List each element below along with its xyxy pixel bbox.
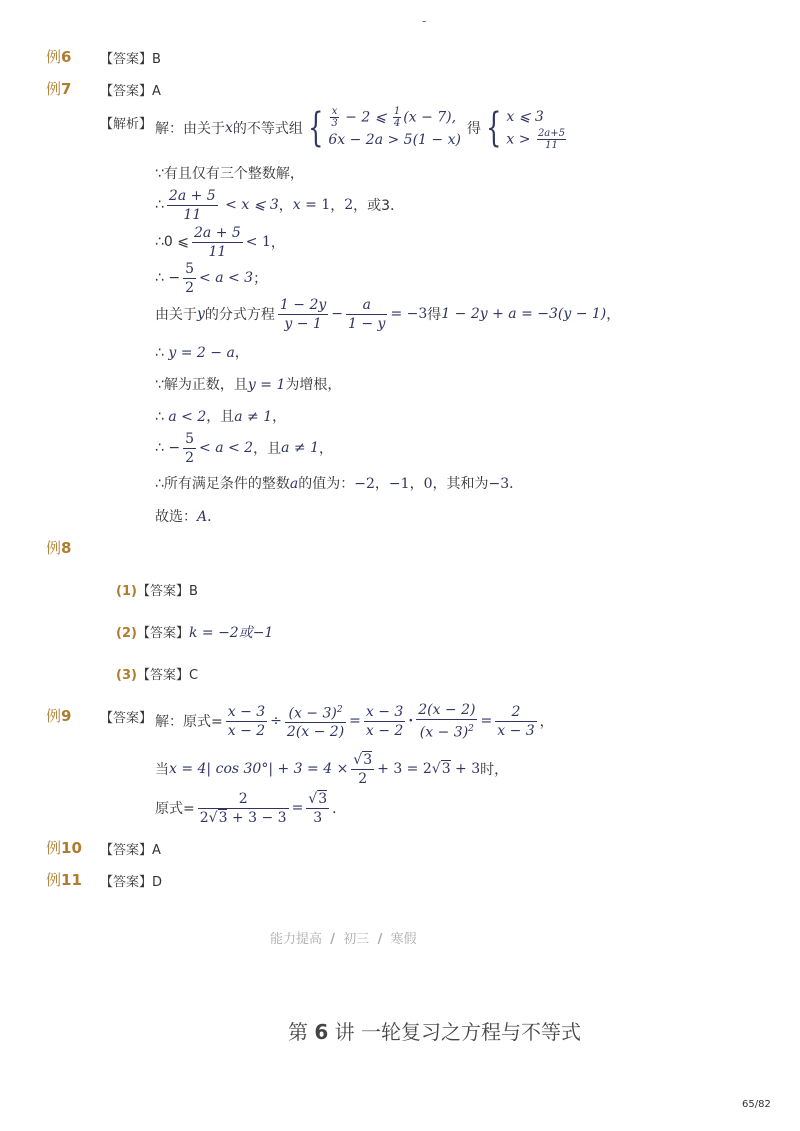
example-10-answer: 【答案】A: [100, 843, 161, 858]
example-11-answer: 【答案】D: [100, 875, 163, 890]
ex9-line-2: 当 x = 4| cos 30°| + 3 = 4 × $\frac{√3}{2}$ + 3 = 2√3 + 3 时，: [155, 751, 509, 787]
ex9-line-1: 解：原式= $\frac{x - 3}{x - 2}$ ÷ $\frac{(x - 3)^2}{2(x - 2)}$ = $\frac{x - 3}{x - 2}$ · $\frac{2(x - 2)}{(x - 3)^2}$ = $\frac{2}{x - 3}$ ，: [155, 701, 554, 741]
chapter-title: 第 6 讲 一轮复习之方程与不等式: [288, 1020, 581, 1044]
ex9-line-3: 原式= $\frac{2}{2√3 + 3 - 3}$ = $\frac{√3}{3}$ ．: [155, 790, 347, 826]
ex7-line-5: ∴ − $\frac{5}{2}$ < a < 3 ；: [155, 260, 268, 296]
ex7-line-11: ∴所有满足条件的整数a的值为：−2，−1，0，其和为−3．: [155, 476, 524, 492]
ex7-line-9: ∴ a < 2，且a ≠ 1，: [155, 409, 287, 425]
inequality-system-2: x ⩽ 3 x > $\frac{2a+5}{11}$: [506, 108, 566, 151]
example-9-answer-label: 【答案】: [100, 711, 153, 726]
ex8-part-1: (1)【答案】B: [116, 584, 198, 599]
ex8-part-2: (2)【答案】k = −2或−1: [116, 625, 274, 641]
example-7-label: 例7: [46, 80, 72, 98]
ex7-line-1: 解：由关于 x 的不等式组 { $\frac{x}{3}$ − 2 ⩽ $\frac{1}{4}$ (x − 7), 6x − 2a > 5(1 − x) 得 { x ⩽ 3 x > $\frac{2a+5}{11}$: [155, 103, 568, 153]
example-6-label: 例6: [46, 48, 72, 66]
inequality-system-1: $\frac{x}{3}$ − 2 ⩽ $\frac{1}{4}$ (x − 7), 6x − 2a > 5(1 − x): [328, 105, 461, 148]
example-11-label: 例11: [46, 871, 82, 889]
page-footer: 能力提高 / 初三 / 寒假: [270, 932, 417, 947]
ex7-line-8: ∵解为正数，且y = 1为增根，: [155, 377, 342, 393]
ex7-line-2: ∵有且仅有三个整数解，: [155, 166, 304, 182]
ex7-line-10: ∴ − $\frac{5}{2}$ < a < 2 ，且 a ≠ 1 ，: [155, 430, 333, 466]
page-number: 65/82: [742, 1099, 771, 1110]
analysis-label: 【解析】: [100, 117, 153, 132]
ex7-line-6: 由关于 y 的分式方程 $\frac{1 - 2y}{y - 1}$ − $\frac{a}{1 - y}$ = −3 得 1 − 2y + a = −3(y − 1) ，: [155, 296, 621, 332]
ex7-line-4: ∴0 ⩽ $\frac{2a + 5}{11}$ < 1 ，: [155, 224, 285, 260]
example-8-label: 例8: [46, 539, 72, 557]
ex8-part-3: (3)【答案】C: [116, 668, 199, 683]
ex7-line-12: 故选：A．: [155, 509, 222, 525]
example-7-answer: 【答案】A: [100, 84, 161, 99]
top-mark: -: [422, 14, 427, 28]
example-9-label: 例9: [46, 707, 72, 725]
ex7-line-7: ∴ y = 2 − a，: [155, 345, 249, 361]
ex7-line-3: ∴ $\frac{2a + 5}{11}$ < x ⩽ 3 ， x = 1 ， 2 ，或3．: [155, 187, 405, 223]
example-10-label: 例10: [46, 839, 82, 857]
example-6-answer: 【答案】B: [100, 52, 161, 67]
